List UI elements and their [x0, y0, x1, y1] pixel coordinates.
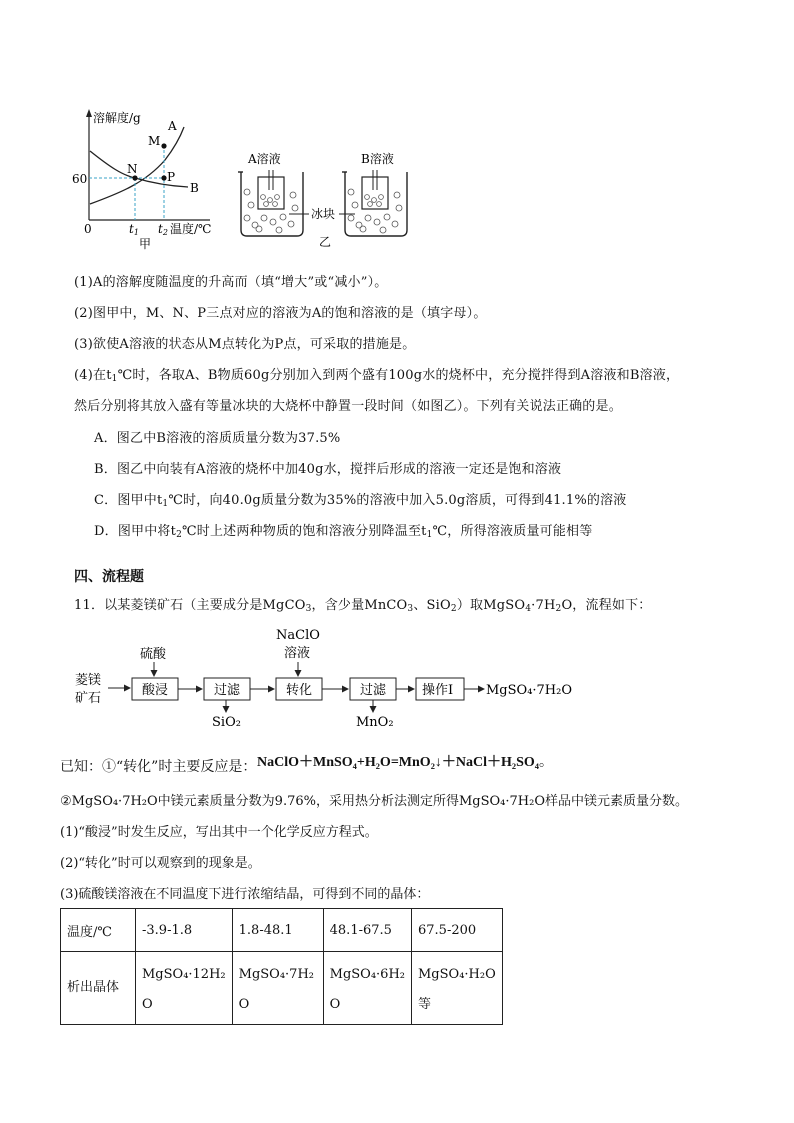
origin-label: 0 — [84, 222, 92, 236]
beaker-b — [342, 170, 407, 236]
point-p — [161, 175, 166, 180]
point-m — [161, 143, 166, 148]
caption-yi: 乙 — [319, 235, 332, 249]
step-conversion-label: 转化 — [286, 683, 313, 698]
q10-part4-line2: 然后分别将其放入盛有等量冰块的大烧杯中静置一段时间（如图乙）。下列有关说法正确的是。 — [74, 399, 622, 414]
reagent-sulfuric-acid: 硫酸 — [140, 647, 167, 662]
solubility-chart — [60, 105, 220, 255]
table-row — [61, 952, 503, 1025]
table-header-cell: 温度/℃ — [61, 909, 136, 952]
q10-part2: (2)图甲中，M、N、P三点对应的溶液为A的饱和溶液的是（填字母）。 — [74, 306, 487, 321]
table-cell: 48.1-67.5 — [323, 909, 411, 952]
table-cell: MgSO₄·H₂O 等 — [412, 952, 503, 1025]
product-label: MgSO₄·7H₂O — [486, 683, 573, 698]
point-n — [132, 175, 137, 180]
raw-material-line2: 矿石 — [75, 691, 102, 706]
beaker-diagram — [233, 150, 413, 250]
q10-part1: (1)A的溶解度随温度的升高而（填“增大”或“减小”）。 — [74, 275, 388, 290]
q11-part1: (1)“酸浸”时发生反应，写出其中一个化学反应方程式。 — [60, 825, 378, 840]
label-point-p: P — [167, 170, 176, 184]
x-tick-t1: t1 — [129, 222, 139, 237]
table-cell: 67.5-200 — [412, 909, 503, 952]
beaker-a-label: A溶液 — [248, 152, 281, 166]
label-curve-a: A — [168, 119, 177, 133]
reagent-naclo-line1: NaClO — [276, 628, 320, 643]
table-cell: 1.8-48.1 — [232, 909, 323, 952]
y-axis-arrow-icon — [86, 109, 92, 117]
table-header-cell: 析出晶体 — [61, 952, 136, 1025]
step-filter-1-label: 过滤 — [214, 683, 241, 698]
caption-jia: 甲 — [139, 237, 152, 251]
q11-part2: (2)“转化”时可以观察到的现象是。 — [60, 856, 261, 871]
label-point-n: N — [127, 162, 138, 176]
step-acid-leach-label: 酸浸 — [142, 683, 169, 698]
known-2: ②MgSO₄·7H₂O中镁元素质量分数为9.76%，采用热分析法测定所得MgSO₄·7H₂O样品中镁元素质量分数。 — [60, 794, 688, 809]
x-tick-t2: t2 — [158, 222, 168, 237]
byproduct-sio2: SiO₂ — [212, 715, 241, 730]
q10-option-a: A．图乙中B溶液的溶质质量分数为37.5% — [94, 431, 341, 446]
q10-part4-line1: (4)在$t_1℃$时，各取A、B物质60g分别加入到两个盛有100g水的烧杯中，充分搅拌得到A溶液和B溶液， — [74, 368, 680, 384]
q11-intro: 11．以某菱镁矿石（主要成分是MgCO$_3$，含少量MnCO$_3$、SiO$_2$）取$MgSO_4\cdot 7H_2O$，流程如下： — [74, 598, 652, 614]
process-flowchart — [70, 620, 590, 732]
x-axis-label: 温度/℃ — [170, 222, 212, 236]
reagent-naclo-line2: 溶液 — [284, 646, 311, 661]
section-title: 四、流程题 — [74, 569, 144, 585]
table-cell: MgSO₄·12H₂ O — [136, 952, 233, 1025]
y-axis-label: 溶解度/g — [93, 111, 141, 125]
y-tick-60: 60 — [72, 172, 88, 186]
step-filter-2-label: 过滤 — [360, 683, 387, 698]
byproduct-mno2: MnO₂ — [356, 715, 394, 730]
beaker-a — [238, 170, 303, 236]
q10-option-b: B．图乙中向装有A溶液的烧杯中加40g水，搅拌后形成的溶液一定还是饱和溶液 — [94, 462, 562, 477]
q10-option-c: C．图甲中$t_1℃$时，向40.0g质量分数为35%的溶液中加入5.0g溶质，可得到41.1%的溶液 — [94, 493, 627, 509]
beaker-b-label: B溶液 — [361, 152, 394, 166]
table-row — [61, 909, 503, 952]
raw-material-line1: 菱镁 — [75, 673, 102, 688]
table-cell: MgSO₄·7H₂ O — [232, 952, 323, 1025]
label-curve-b: B — [190, 181, 199, 195]
table-cell: -3.9-1.8 — [136, 909, 233, 952]
ice-label: 冰块 — [311, 207, 336, 221]
table-cell: MgSO₄·6H₂ O — [323, 952, 411, 1025]
q10-part3: (3)欲使A溶液的状态从M点转化为P点，可采取的措施是。 — [74, 337, 416, 352]
reaction-equation: NaClO＋MnSO₄+H₂O=MnO₂↓＋NaCl＋H₂SO₄。 — [257, 755, 553, 770]
q11-part3: (3)硫酸镁溶液在不同温度下进行浓缩结晶，可得到不同的晶体： — [60, 887, 430, 902]
label-point-m: M — [148, 134, 161, 148]
known-1: 已知：①“转化”时主要反应是： — [60, 759, 257, 775]
step-operation-1-label: 操作I — [422, 683, 454, 698]
q10-option-d: D．图甲中将$t_2℃$时上述两种物质的饱和溶液分别降温至$t_1℃$，所得溶液质量可能相等 — [94, 524, 593, 540]
crystal-table — [60, 908, 503, 1025]
